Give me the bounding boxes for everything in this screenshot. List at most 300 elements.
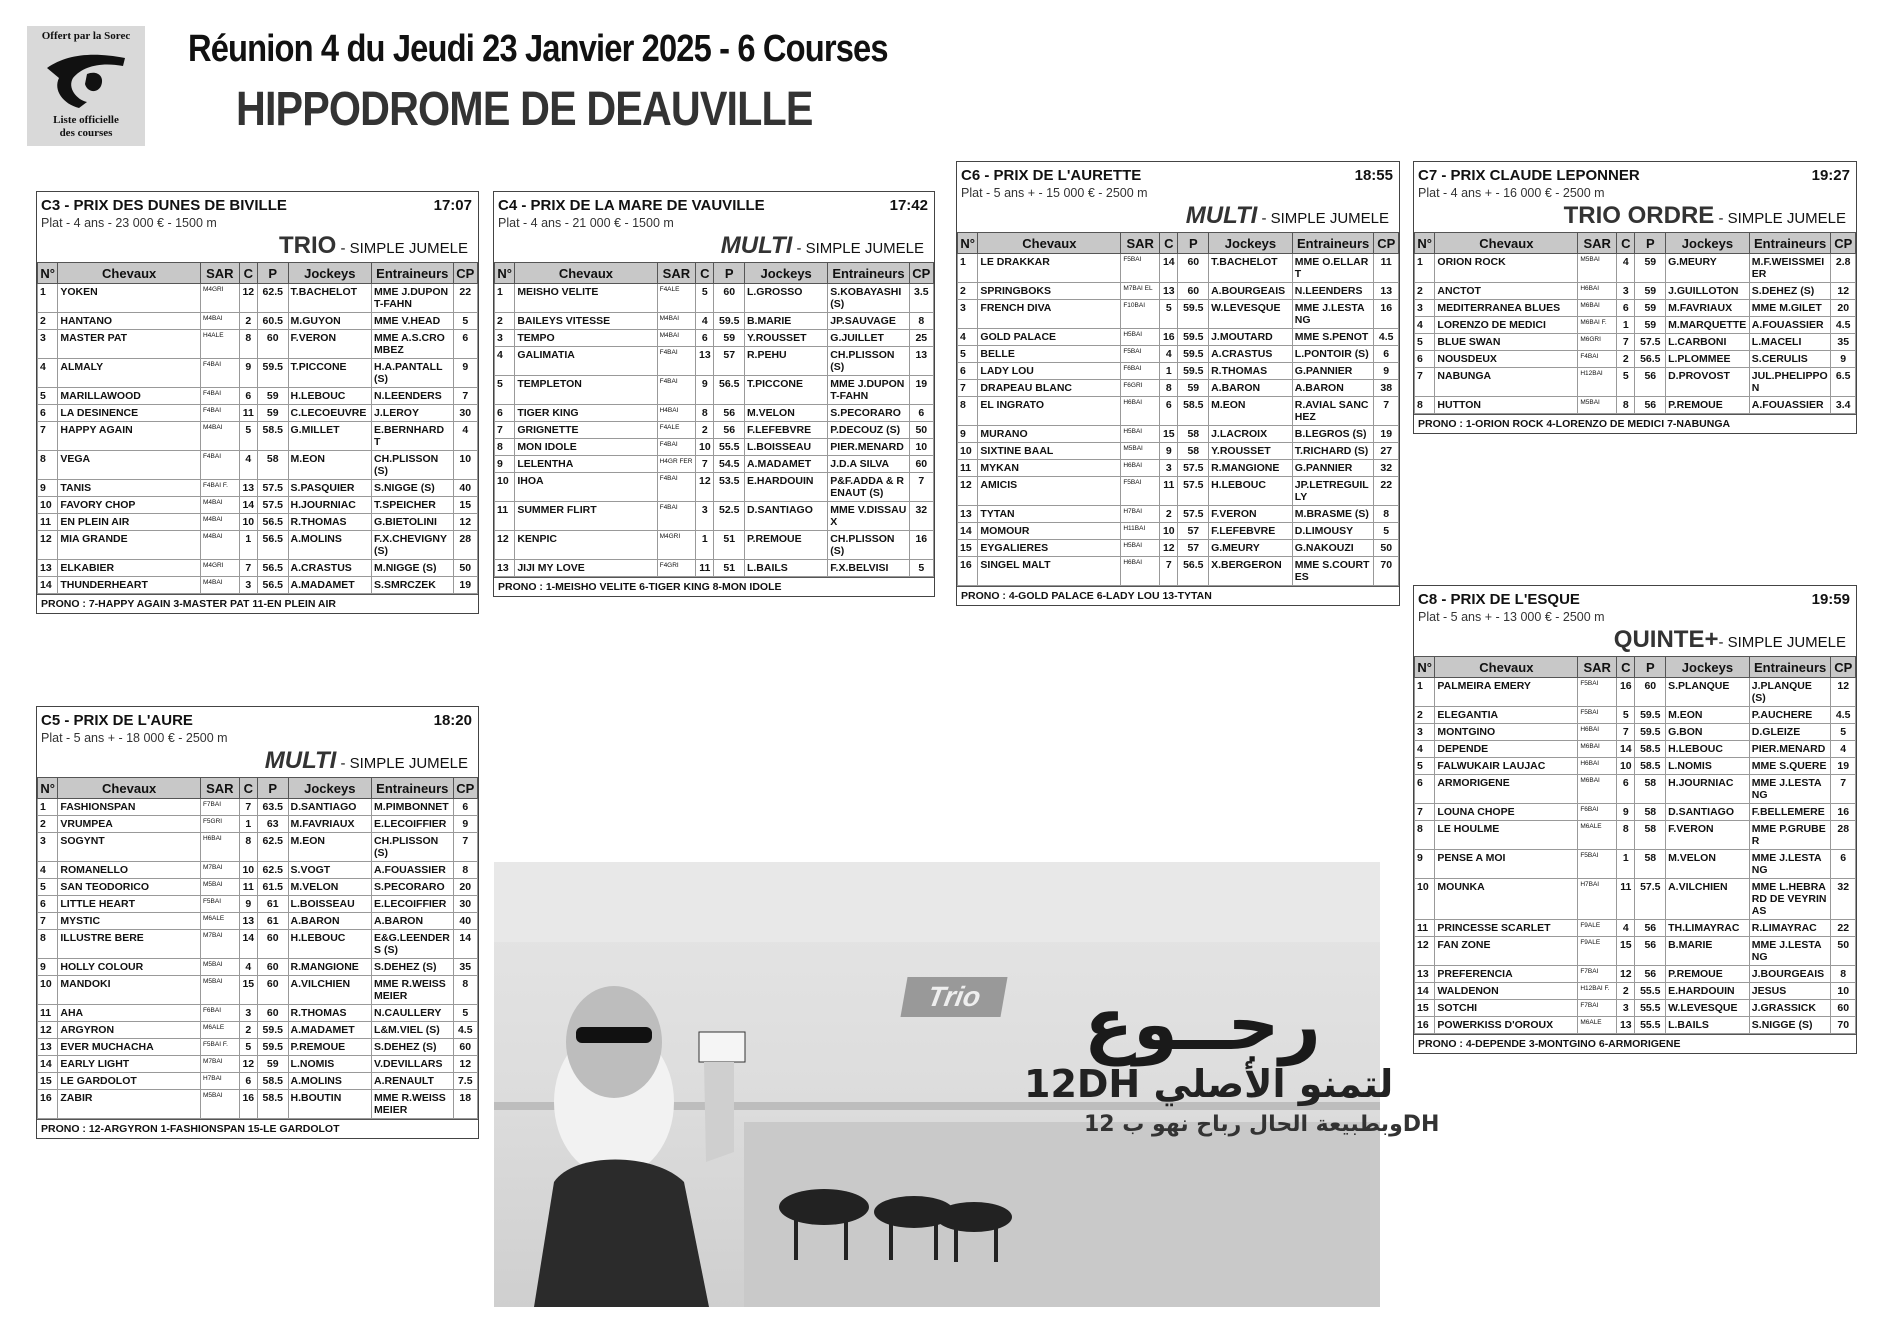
runner-cell-sar: H7BAI (1578, 879, 1617, 920)
bet-types (957, 202, 1399, 232)
column-header: SAR (657, 263, 696, 284)
runner-cell-p: 58 (257, 451, 288, 480)
runner-cell-c: 4 (1617, 920, 1635, 937)
meeting-title: Réunion 4 du Jeudi 23 Janvier 2025 - 6 Courses (188, 28, 888, 70)
runner-cell-c: 2 (1160, 506, 1178, 523)
runner-cell-n: 3 (1415, 724, 1435, 741)
runner-row (958, 397, 1399, 426)
runner-cell-trainer: MME J.DUPONT-FAHN (828, 376, 909, 405)
runner-cell-trainer: MME V.DISSAUX (828, 502, 909, 531)
runner-cell-jock: R.MANGIONE (288, 959, 372, 976)
runner-cell-n: 6 (495, 405, 515, 422)
race-c4 (493, 191, 935, 597)
runner-cell-c: 12 (696, 473, 714, 502)
runner-cell-sar: M7BAI (200, 862, 239, 879)
runner-cell-sar: F7BAI (1578, 966, 1617, 983)
race-time: 19:27 (1811, 167, 1850, 184)
runner-cell-sar: H6BAI (1121, 557, 1160, 586)
runner-cell-p: 59.5 (714, 313, 744, 330)
runner-cell-jock: E.HARDOUIN (744, 473, 827, 502)
runner-row (495, 456, 934, 473)
runner-cell-jock: B.MARIE (744, 313, 827, 330)
runners-table (37, 777, 478, 1119)
column-header: P (257, 778, 288, 799)
runner-cell-n: 11 (1415, 920, 1435, 937)
runner-cell-jock: A.VILCHIEN (288, 976, 372, 1005)
runner-cell-sar: F7BAI (1578, 1000, 1617, 1017)
bet-main: TRIO ORDRE (1563, 202, 1715, 229)
runner-cell-p: 59.5 (1178, 329, 1209, 346)
runner-row (1415, 983, 1856, 1000)
runner-cell-jock: T.BACHELOT (1209, 254, 1293, 283)
column-header: Entraineurs (1749, 233, 1831, 254)
column-header: SAR (200, 778, 239, 799)
runner-cell-trainer: MME S.COURTES (1292, 557, 1374, 586)
runner-cell-p: 63.5 (257, 799, 288, 816)
runner-cell-sar: H5BAI (1121, 426, 1160, 443)
runner-cell-sar: H6BAI (1121, 397, 1160, 426)
runner-cell-jock: T.PICCONE (288, 359, 372, 388)
column-header: N° (1415, 233, 1435, 254)
runner-cell-n: 9 (38, 480, 58, 497)
runner-cell-jock: A.MADAMET (288, 1022, 372, 1039)
runner-cell-c: 5 (1617, 707, 1635, 724)
runner-cell-trainer: A.FOUASSIER (1749, 397, 1831, 414)
runner-cell-sar: F4BAI (1578, 351, 1617, 368)
runner-cell-n: 1 (38, 284, 58, 313)
runner-row (495, 439, 934, 456)
runner-cell-jock: P.REMOUE (1666, 966, 1750, 983)
runner-cell-name: EYGALIERES (978, 540, 1121, 557)
runner-cell-trainer: MME S.QUERE (1749, 758, 1831, 775)
runner-cell-name: HUTTON (1435, 397, 1578, 414)
column-header: N° (38, 778, 58, 799)
runner-cell-cp: 16 (909, 531, 933, 560)
runner-cell-sar: F4BAI (657, 502, 696, 531)
runner-cell-trainer: PIER.MENARD (1749, 741, 1831, 758)
runner-cell-sar: H11BAI (1121, 523, 1160, 540)
runner-row (38, 531, 478, 560)
runner-cell-trainer: J.LEROY (372, 405, 453, 422)
runner-row (38, 1005, 478, 1022)
runner-cell-sar: M6BAI (1578, 741, 1617, 758)
runner-cell-trainer: S.DEHEZ (S) (372, 959, 453, 976)
runner-cell-cp: 20 (453, 879, 477, 896)
runner-cell-n: 14 (38, 1056, 58, 1073)
runner-cell-c: 16 (239, 1090, 257, 1119)
runner-cell-jock: H.JOURNIAC (1666, 775, 1750, 804)
runner-cell-c: 13 (1160, 283, 1178, 300)
runner-cell-n: 10 (38, 976, 58, 1005)
runner-cell-p: 57.5 (257, 497, 288, 514)
runner-cell-name: MARILLAWOOD (58, 388, 201, 405)
runner-cell-sar: F4BAI (657, 347, 696, 376)
runner-cell-trainer: CH.PLISSON (S) (372, 833, 453, 862)
runner-cell-c: 15 (1160, 426, 1178, 443)
runner-cell-cp: 6 (1831, 850, 1856, 879)
runner-cell-n: 11 (495, 502, 515, 531)
bet-types (37, 747, 478, 777)
column-header: SAR (1578, 233, 1617, 254)
runner-row (38, 405, 478, 422)
runner-cell-cp: 40 (453, 913, 477, 930)
runner-cell-name: MASTER PAT (58, 330, 201, 359)
runner-cell-n: 2 (495, 313, 515, 330)
runner-cell-cp: 60 (1831, 1000, 1856, 1017)
runner-cell-trainer: A.BARON (1292, 380, 1374, 397)
sorec-logo (27, 26, 145, 146)
runner-cell-sar: H4GR FER (657, 456, 696, 473)
race-prono: PRONO : 1-ORION ROCK 4-LORENZO DE MEDICI 7-NABUNGA (1414, 414, 1856, 433)
runner-cell-name: SAN TEODORICO (58, 879, 201, 896)
runner-cell-jock: A.VILCHIEN (1666, 879, 1750, 920)
race-title: C6 - PRIX DE L'AURETTE (961, 167, 1142, 184)
runner-cell-p: 59.5 (257, 1022, 288, 1039)
runner-cell-n: 16 (1415, 1017, 1435, 1034)
runner-cell-sar: F6GRI (1121, 380, 1160, 397)
runner-cell-c: 15 (1617, 937, 1635, 966)
runner-cell-sar: H6BAI (1578, 283, 1617, 300)
runner-cell-name: TANIS (58, 480, 201, 497)
runner-cell-jock: M.EON (288, 833, 372, 862)
runner-row (495, 422, 934, 439)
runner-cell-jock: R.PEHU (744, 347, 827, 376)
runner-cell-p: 60 (257, 930, 288, 959)
runner-cell-trainer: R.LIMAYRAC (1749, 920, 1831, 937)
runner-row (38, 422, 478, 451)
runner-cell-jock: A.MOLINS (288, 531, 372, 560)
column-header: Chevaux (515, 263, 657, 284)
runner-cell-jock: H.JOURNIAC (288, 497, 372, 514)
runner-row (1415, 804, 1856, 821)
runner-cell-c: 4 (1160, 346, 1178, 363)
runner-cell-p: 57 (714, 347, 744, 376)
runner-cell-n: 4 (38, 862, 58, 879)
bet-sub: - SIMPLE JUMELE (792, 240, 924, 257)
runner-cell-c: 2 (696, 422, 714, 439)
runner-cell-trainer: MME P.GRUBER (1749, 821, 1831, 850)
bet-types (1414, 202, 1856, 232)
runner-cell-p: 59.5 (1635, 707, 1666, 724)
runner-cell-name: ILLUSTRE BERE (58, 930, 201, 959)
runner-cell-n: 4 (1415, 317, 1435, 334)
runner-cell-sar: M4GRI (657, 531, 696, 560)
column-header: P (714, 263, 744, 284)
runner-cell-p: 56 (1635, 966, 1666, 983)
runner-cell-jock: T.BACHELOT (288, 284, 372, 313)
runner-cell-sar: H5BAI (1121, 540, 1160, 557)
runner-cell-p: 58 (1635, 850, 1666, 879)
race-c6 (956, 161, 1400, 606)
runner-cell-n: 3 (958, 300, 978, 329)
runner-cell-cp: 22 (453, 284, 477, 313)
runner-cell-name: YOKEN (58, 284, 201, 313)
runner-cell-jock: D.SANTIAGO (1666, 804, 1750, 821)
race-c7 (1413, 161, 1857, 434)
runner-cell-jock: H.BOUTIN (288, 1090, 372, 1119)
runner-cell-jock: G.MILLET (288, 422, 372, 451)
runner-cell-p: 59.5 (1178, 300, 1209, 329)
runner-cell-c: 3 (239, 1005, 257, 1022)
runner-cell-n: 7 (38, 913, 58, 930)
runner-cell-c: 9 (239, 359, 257, 388)
race-time: 18:20 (433, 712, 472, 729)
runner-cell-n: 15 (958, 540, 978, 557)
runner-cell-p: 56 (714, 422, 744, 439)
ad-price-line: 12DH لتمنو الأصلي (1024, 1062, 1394, 1106)
runner-cell-jock: M.EON (1666, 707, 1750, 724)
column-header: N° (1415, 657, 1435, 678)
runner-cell-name: SINGEL MALT (978, 557, 1121, 586)
venue-title: HIPPODROME DE DEAUVILLE (236, 83, 813, 136)
runner-row (38, 1039, 478, 1056)
runner-row (1415, 368, 1856, 397)
runner-cell-c: 6 (696, 330, 714, 347)
runner-cell-sar: M6GRI (1578, 334, 1617, 351)
logo-top-text: Offert par la Sorec (41, 30, 131, 42)
runner-cell-c: 13 (239, 913, 257, 930)
runner-cell-sar: F5BAI (200, 896, 239, 913)
runner-cell-jock: P.REMOUE (744, 531, 827, 560)
runner-cell-p: 58.5 (1635, 758, 1666, 775)
runner-cell-p: 56.5 (1635, 351, 1666, 368)
runner-cell-name: LA DESINENCE (58, 405, 201, 422)
runner-cell-n: 13 (958, 506, 978, 523)
runner-cell-cp: 5 (453, 1005, 477, 1022)
runner-cell-c: 16 (1617, 678, 1635, 707)
runner-cell-jock: W.LEVESQUE (1209, 300, 1293, 329)
bet-sub: - SIMPLE JUMELE (336, 755, 468, 772)
runner-cell-n: 4 (958, 329, 978, 346)
bet-sub: - SIMPLE JUMELE (1714, 210, 1846, 227)
runner-row (958, 460, 1399, 477)
runner-cell-jock: D.PROVOST (1666, 368, 1750, 397)
runner-cell-trainer: M.NIGGE (S) (372, 560, 453, 577)
column-header: Chevaux (1435, 233, 1578, 254)
column-header: C (1160, 233, 1178, 254)
logo-bottom-1: Liste officielle (53, 114, 119, 126)
runner-cell-c: 3 (1617, 283, 1635, 300)
runner-cell-jock: F.VERON (1666, 821, 1750, 850)
runner-cell-name: GOLD PALACE (978, 329, 1121, 346)
runner-cell-sar: F5BAI (1578, 678, 1617, 707)
runner-cell-sar: H12BAI F. (1578, 983, 1617, 1000)
runner-cell-trainer: N.LEENDERS (1292, 283, 1374, 300)
runner-cell-c: 14 (239, 497, 257, 514)
runner-row (1415, 254, 1856, 283)
runner-cell-cp: 19 (1374, 426, 1399, 443)
runner-cell-trainer: F.BELLEMERE (1749, 804, 1831, 821)
runner-cell-c: 9 (696, 376, 714, 405)
runner-cell-name: AMICIS (978, 477, 1121, 506)
runner-row (38, 799, 478, 816)
column-header: CP (1831, 657, 1856, 678)
runner-cell-name: VEGA (58, 451, 201, 480)
runner-cell-trainer: E.LECOIFFIER (372, 896, 453, 913)
runner-cell-n: 13 (495, 560, 515, 577)
runner-cell-n: 2 (958, 283, 978, 300)
runner-cell-p: 62.5 (257, 862, 288, 879)
runner-cell-sar: H4ALE (200, 330, 239, 359)
runner-cell-n: 4 (495, 347, 515, 376)
runner-cell-trainer: J.BOURGEAIS (1749, 966, 1831, 983)
runner-cell-c: 9 (239, 896, 257, 913)
runner-cell-trainer: S.PECORARO (372, 879, 453, 896)
runner-cell-jock: G.BON (1666, 724, 1750, 741)
runner-cell-name: MONTGINO (1435, 724, 1578, 741)
runner-cell-n: 5 (38, 879, 58, 896)
runner-cell-cp: 9 (1831, 351, 1856, 368)
runner-cell-jock: J.GUILLOTON (1666, 283, 1750, 300)
runner-row (38, 862, 478, 879)
runner-cell-name: ANCTOT (1435, 283, 1578, 300)
runner-cell-cp: 70 (1374, 557, 1399, 586)
runner-cell-n: 1 (38, 799, 58, 816)
runner-cell-p: 57.5 (1178, 506, 1209, 523)
runner-cell-name: MIA GRANDE (58, 531, 201, 560)
runner-cell-trainer: E&G.LEENDERS (S) (372, 930, 453, 959)
runner-cell-n: 6 (38, 896, 58, 913)
runner-cell-trainer: MME S.PENOT (1292, 329, 1374, 346)
runner-cell-sar: F4BAI (200, 388, 239, 405)
runner-cell-cp: 8 (453, 862, 477, 879)
runner-cell-cp: 40 (453, 480, 477, 497)
runner-cell-p: 56 (1635, 368, 1666, 397)
runner-cell-p: 60 (257, 330, 288, 359)
runner-cell-jock: H.LEBOUC (1209, 477, 1293, 506)
race-conditions: Plat - 4 ans - 21 000 € - 1500 m (498, 216, 674, 230)
runner-cell-p: 59.5 (1178, 346, 1209, 363)
runner-cell-cp: 4 (1831, 741, 1856, 758)
runner-cell-trainer: MME M.GILET (1749, 300, 1831, 317)
runner-cell-name: BLUE SWAN (1435, 334, 1578, 351)
runner-cell-name: JIJI MY LOVE (515, 560, 657, 577)
runner-cell-jock: R.THOMAS (1209, 363, 1293, 380)
runner-cell-trainer: JP.LETREGUILLY (1292, 477, 1374, 506)
runner-cell-jock: E.HARDOUIN (1666, 983, 1750, 1000)
runner-row (1415, 966, 1856, 983)
runner-cell-cp: 11 (1374, 254, 1399, 283)
runner-cell-sar: H6BAI (200, 833, 239, 862)
runner-cell-c: 8 (1617, 397, 1635, 414)
runner-cell-p: 58 (1635, 821, 1666, 850)
runner-cell-name: FAN ZONE (1435, 937, 1578, 966)
runner-cell-p: 51 (714, 531, 744, 560)
runner-cell-cp: 4.5 (1831, 707, 1856, 724)
runner-row (958, 540, 1399, 557)
runner-row (1415, 1017, 1856, 1034)
runner-cell-p: 55.5 (1635, 1000, 1666, 1017)
runner-cell-name: SPRINGBOKS (978, 283, 1121, 300)
runner-cell-jock: J.LACROIX (1209, 426, 1293, 443)
bet-main: MULTI (720, 232, 793, 259)
runner-cell-cp: 50 (1374, 540, 1399, 557)
runner-cell-c: 3 (696, 502, 714, 531)
runner-cell-jock: A.MOLINS (288, 1073, 372, 1090)
bet-sub: - SIMPLE JUMELE (1257, 210, 1389, 227)
runner-row (38, 1022, 478, 1039)
runner-cell-cp: 6.5 (1831, 368, 1856, 397)
runner-cell-n: 1 (1415, 254, 1435, 283)
runner-cell-jock: F.LEFEBVRE (1209, 523, 1293, 540)
runner-cell-name: MYSTIC (58, 913, 201, 930)
runner-cell-jock: X.BERGERON (1209, 557, 1293, 586)
runner-cell-n: 7 (38, 422, 58, 451)
runner-cell-cp: 28 (1831, 821, 1856, 850)
runner-cell-sar: H5BAI (1121, 329, 1160, 346)
runner-cell-n: 10 (495, 473, 515, 502)
runner-cell-p: 56 (714, 405, 744, 422)
runner-cell-trainer: G.JUILLET (828, 330, 909, 347)
runner-cell-trainer: G.PANNIER (1292, 363, 1374, 380)
runner-cell-cp: 13 (909, 347, 933, 376)
runner-cell-name: FAVORY CHOP (58, 497, 201, 514)
runner-cell-p: 57.5 (1635, 334, 1666, 351)
runner-row (958, 346, 1399, 363)
runner-cell-c: 3 (1617, 1000, 1635, 1017)
runner-cell-cp: 70 (1831, 1017, 1856, 1034)
runner-cell-sar: M6BAI (1578, 300, 1617, 317)
runner-cell-name: EVER MUCHACHA (58, 1039, 201, 1056)
runner-row (38, 896, 478, 913)
runner-cell-n: 14 (1415, 983, 1435, 1000)
runner-cell-c: 15 (239, 976, 257, 1005)
runner-cell-name: MON IDOLE (515, 439, 657, 456)
runner-cell-sar: M6BAI F. (1578, 317, 1617, 334)
runner-row (1415, 1000, 1856, 1017)
runner-cell-n: 5 (958, 346, 978, 363)
runner-row (1415, 879, 1856, 920)
race-prono: PRONO : 4-GOLD PALACE 6-LADY LOU 13-TYTAN (957, 586, 1399, 605)
runner-cell-n: 12 (38, 531, 58, 560)
runner-cell-cp: 50 (1831, 937, 1856, 966)
runner-cell-trainer: J.PLANQUE (S) (1749, 678, 1831, 707)
runner-cell-p: 55.5 (1635, 1017, 1666, 1034)
runner-cell-jock: S.PLANQUE (1666, 678, 1750, 707)
runner-cell-trainer: JP.SAUVAGE (828, 313, 909, 330)
runner-cell-n: 9 (38, 959, 58, 976)
runner-cell-name: BAILEYS VITESSE (515, 313, 657, 330)
runner-cell-c: 8 (239, 833, 257, 862)
runner-cell-p: 58 (1178, 426, 1209, 443)
runner-cell-name: WALDENON (1435, 983, 1578, 1000)
runner-row (958, 443, 1399, 460)
runner-cell-n: 6 (1415, 351, 1435, 368)
runner-cell-name: LOUNA CHOPE (1435, 804, 1578, 821)
runner-cell-p: 56.5 (257, 531, 288, 560)
column-header: CP (453, 263, 477, 284)
runner-cell-n: 15 (38, 1073, 58, 1090)
runner-cell-n: 1 (495, 284, 515, 313)
runner-cell-c: 12 (239, 284, 257, 313)
runner-cell-n: 12 (1415, 937, 1435, 966)
runner-cell-trainer: MME O.ELLART (1292, 254, 1374, 283)
runner-cell-n: 3 (38, 330, 58, 359)
runner-cell-n: 5 (495, 376, 515, 405)
runner-cell-c: 4 (239, 959, 257, 976)
runner-cell-p: 60.5 (257, 313, 288, 330)
runner-cell-sar: M6BAI (1578, 775, 1617, 804)
runner-cell-c: 1 (1617, 850, 1635, 879)
runner-row (1415, 283, 1856, 300)
runner-cell-sar: M6ALE (1578, 1017, 1617, 1034)
runner-cell-trainer: MME R.WEISSMEIER (372, 1090, 453, 1119)
runner-cell-n: 3 (38, 833, 58, 862)
runner-cell-name: LADY LOU (978, 363, 1121, 380)
column-header: N° (38, 263, 58, 284)
runner-cell-trainer: F.X.BELVISI (828, 560, 909, 577)
runner-cell-sar: F7BAI (200, 799, 239, 816)
